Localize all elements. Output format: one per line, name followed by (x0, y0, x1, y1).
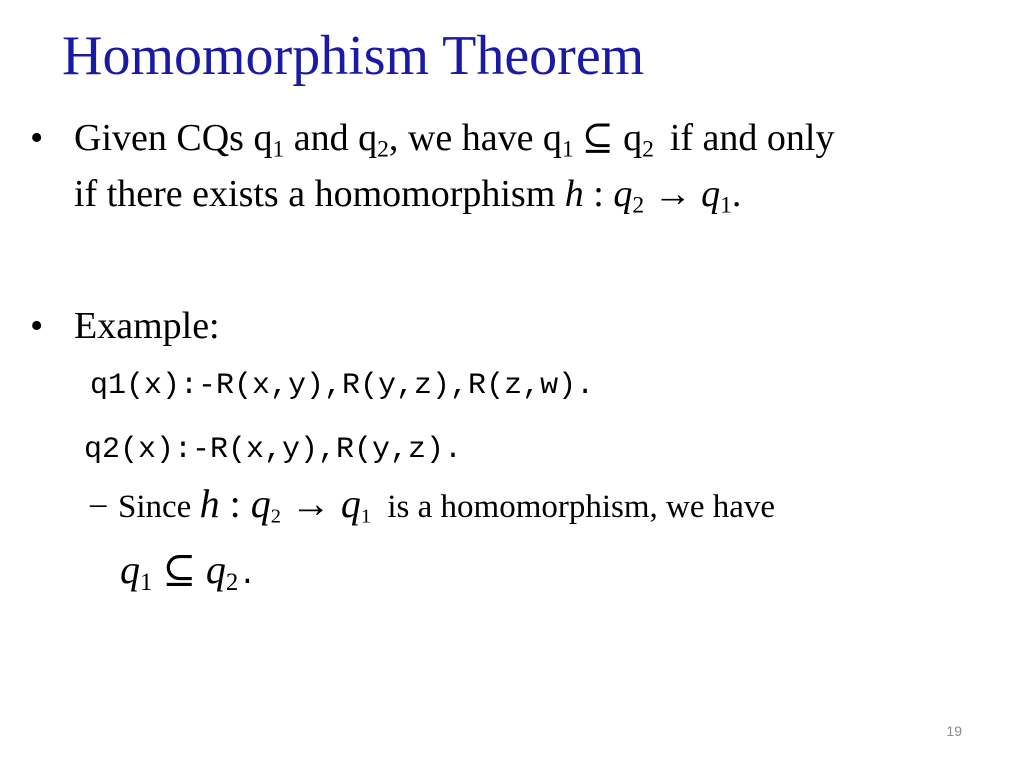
example-label: Example: (74, 305, 220, 347)
bullet-marker-1: • (30, 117, 44, 159)
math-colon: : (583, 173, 614, 215)
since-text: Since (118, 489, 200, 525)
math-colon: : (219, 481, 251, 526)
math-h: h (564, 173, 584, 215)
bullet-1-q2-text: q (613, 117, 643, 159)
bullet-1-line-1 (74, 116, 834, 172)
math-q: q (701, 173, 721, 215)
subscript: 1 (360, 505, 372, 528)
subscript: 2 (632, 192, 645, 219)
bullet-1-we-have-text: , we have q (388, 117, 562, 159)
bullet-1-line-2-text: if there exists a homomorphism (74, 173, 565, 215)
page-number: 19 (946, 723, 962, 739)
conclusion-line (120, 548, 256, 605)
arrow-symbol: → (280, 481, 341, 526)
subscript: 1 (272, 136, 285, 163)
subscript: 2 (225, 568, 239, 596)
period: . (238, 559, 257, 593)
subseteq-symbol: ⊆ (152, 547, 206, 592)
since-rest-text: is a homomorphism, we have (379, 489, 776, 525)
bullet-1-line-2 (74, 172, 741, 228)
period: . (731, 173, 742, 215)
bullet-1-given-text: Given CQs q (74, 117, 273, 159)
math-q: q (250, 481, 271, 526)
query-q2-rule: q2(x):-R(x,y),R(y,z). (84, 433, 463, 467)
math-h: h (199, 481, 220, 526)
bullet-marker-2: • (30, 305, 44, 347)
subscript: 1 (720, 192, 732, 219)
since-line (118, 481, 776, 537)
slide-title: Homomorphism Theorem (62, 25, 645, 87)
math-q: q (613, 173, 633, 215)
subscript: 1 (561, 136, 574, 163)
math-q: q (205, 547, 226, 592)
subscript: 2 (377, 136, 389, 163)
arrow-symbol: → (644, 173, 702, 215)
math-q: q (120, 547, 140, 592)
sub-bullet-dash: – (90, 486, 107, 522)
bullet-1-and-text: and q (284, 117, 378, 159)
bullet-1-iff-text: if and only (669, 117, 835, 159)
query-q1-rule: q1(x):-R(x,y),R(y,z),R(z,w). (90, 369, 595, 403)
math-q: q (340, 481, 361, 526)
subseteq-symbol: ⊆ (581, 117, 614, 159)
subscript: 1 (140, 568, 153, 596)
subscript: 2 (642, 136, 654, 163)
subscript: 2 (270, 505, 281, 528)
